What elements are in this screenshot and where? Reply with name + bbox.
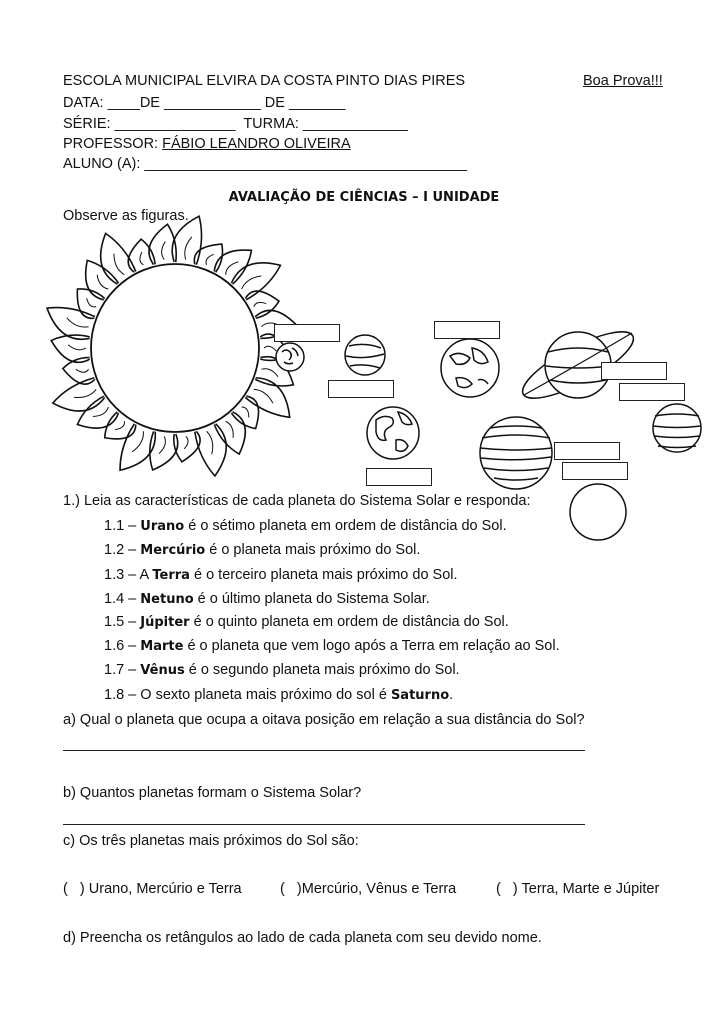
sun-flame-detail xyxy=(184,436,188,449)
serie-line: SÉRIE: _______________ TURMA: _____________ xyxy=(63,116,408,132)
sun-icon xyxy=(47,216,297,476)
sun-flame-detail xyxy=(226,421,234,438)
sun-flame xyxy=(195,424,226,476)
sun-flame-detail xyxy=(261,369,278,377)
question-d: d) Preencha os retângulos ao lado de cada planeta com seu devido nome. xyxy=(63,930,542,946)
list-item: 1.3 – A Terra é o terceiro planeta mais próximo do Sol. xyxy=(104,567,458,583)
list-item: 1.5 – Júpiter é o quinto planeta em ordem de distância do Sol. xyxy=(104,614,509,630)
sun-flame-detail xyxy=(159,436,165,453)
sun-flame-detail xyxy=(264,346,276,351)
label-box-uranus[interactable] xyxy=(619,383,685,401)
label-box-neptune[interactable] xyxy=(562,462,628,480)
sun-flame-detail xyxy=(115,421,125,429)
list-item: 1.7 – Vênus é o segundo planeta mais próximo do Sol. xyxy=(104,662,460,678)
sun-flame-detail xyxy=(242,276,262,289)
instruction: Observe as figuras. xyxy=(63,208,189,224)
sun-flame-detail xyxy=(206,254,214,264)
sun-flame-detail xyxy=(185,237,192,260)
answer-line-b[interactable] xyxy=(63,824,585,825)
answer-line-a[interactable] xyxy=(63,750,585,751)
sun-flame-detail xyxy=(114,254,124,275)
sun-flame-detail xyxy=(132,431,143,452)
sun-flame-detail xyxy=(97,275,108,289)
option-c-3[interactable]: ( ) Terra, Marte e Júpiter xyxy=(496,881,660,897)
list-item: 1.2 – Mercúrio é o planeta mais próximo do Sol. xyxy=(104,542,421,558)
list-item: 1.8 – O sexto planeta mais próximo do sol é Saturno. xyxy=(104,687,454,703)
page-title: AVALIAÇÃO DE CIÊNCIAS – I UNIDADE xyxy=(228,190,500,205)
sun-flame-detail xyxy=(93,407,108,416)
sun-flame-detail xyxy=(74,389,96,397)
sun-flame-detail xyxy=(254,302,266,306)
list-item: 1.4 – Netuno é o último planeta do Sistema Solar. xyxy=(104,591,430,607)
sun-flame-detail xyxy=(226,262,239,275)
aluno-line: ALUNO (A): ________________________________________ xyxy=(63,156,467,172)
school-name: ESCOLA MUNICIPAL ELVIRA DA COSTA PINTO DIAS PIRES xyxy=(63,73,466,89)
option-c-2[interactable]: ( )Mercúrio, Vênus e Terra xyxy=(280,881,457,897)
date-line: DATA: ____DE ____________ DE _______ xyxy=(63,95,346,111)
question-1-prompt: 1.) Leia as características de cada planeta do Sistema Solar e responda: xyxy=(63,493,531,509)
sun-flame-detail xyxy=(207,431,213,454)
professor-name: FÁBIO LEANDRO OLIVEIRA xyxy=(162,136,351,152)
sun-flame-detail xyxy=(162,242,166,260)
sun-flame-detail xyxy=(140,252,144,265)
neptune-icon xyxy=(570,484,626,540)
uranus-icon xyxy=(653,404,701,452)
mercury-icon xyxy=(276,343,304,371)
question-c: c) Os três planetas mais próximos do Sol são: xyxy=(63,833,359,849)
venus-icon xyxy=(345,335,385,375)
jupiter-icon xyxy=(480,417,552,489)
greeting: Boa Prova!!! xyxy=(583,73,663,89)
earth-icon xyxy=(367,407,419,459)
label-box-saturn[interactable] xyxy=(601,362,667,380)
option-c-1[interactable]: ( ) Urano, Mercúrio e Terra xyxy=(63,881,242,897)
label-box-mercury[interactable] xyxy=(274,324,340,342)
label-box-venus[interactable] xyxy=(328,380,394,398)
label-box-mars[interactable] xyxy=(434,321,500,339)
label-box-jupiter[interactable] xyxy=(554,442,620,460)
sun-flame-detail xyxy=(254,389,273,403)
mars-icon xyxy=(441,339,499,397)
sun-flame-detail xyxy=(67,318,89,327)
label-box-earth[interactable] xyxy=(366,468,432,486)
question-a: a) Qual o planeta que ocupa a oitava posição em relação a sua distância do Sol? xyxy=(63,712,585,728)
list-item: 1.6 – Marte é o planeta que vem logo após a Terra em relação ao Sol. xyxy=(104,638,560,654)
list-item: 1.1 – Urano é o sétimo planeta em ordem de distância do Sol. xyxy=(104,518,507,534)
sun-flame-detail xyxy=(87,298,97,307)
sun-flame-detail xyxy=(68,345,86,350)
professor-label: PROFESSOR: xyxy=(63,136,163,152)
sun-flame-detail xyxy=(242,407,249,417)
sun-flame-detail xyxy=(76,369,89,372)
question-b: b) Quantos planetas formam o Sistema Solar? xyxy=(63,785,362,801)
